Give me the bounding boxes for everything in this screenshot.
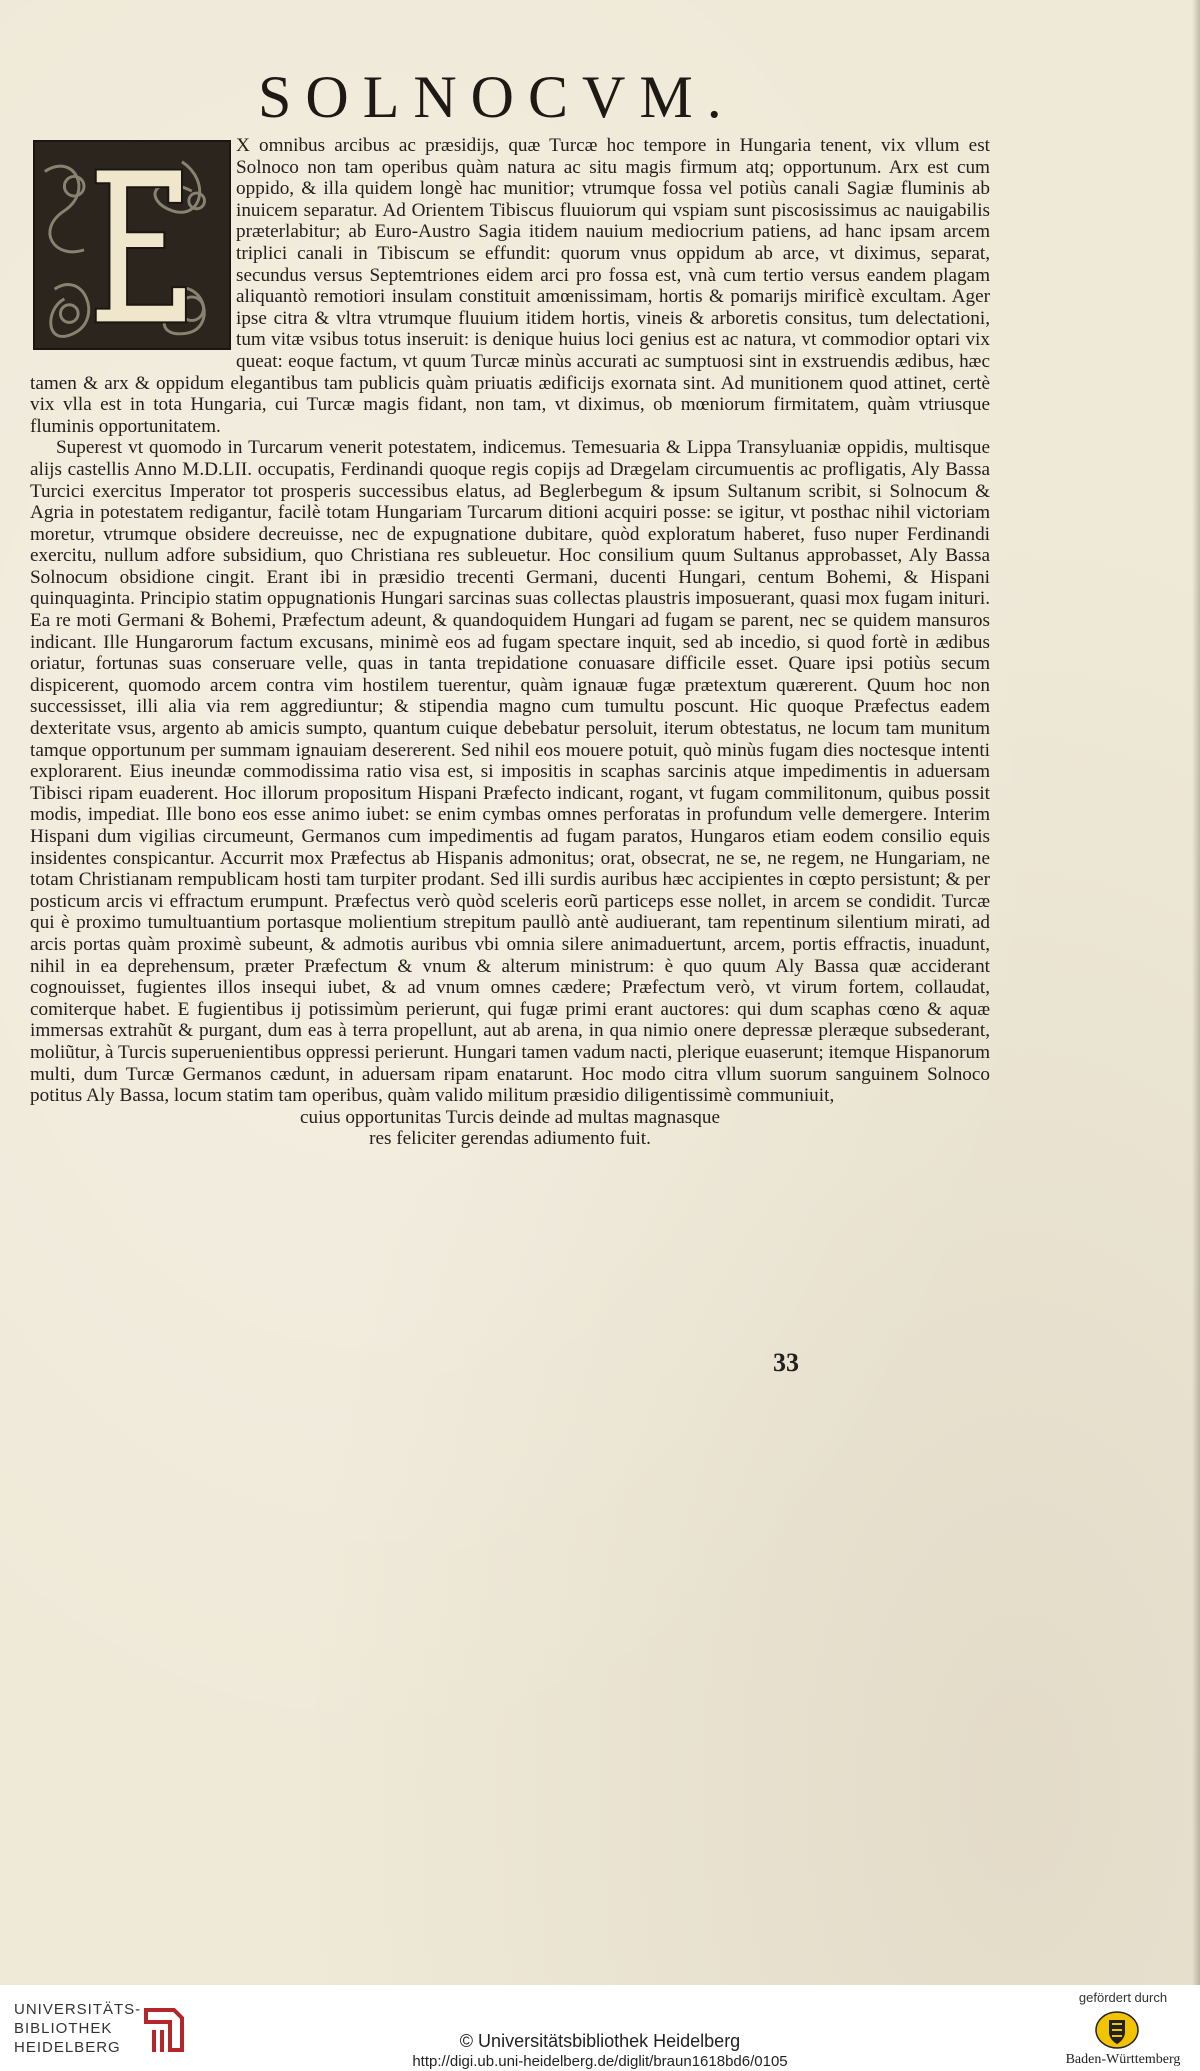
body-text (30, 135, 990, 1150)
page-title: SOLNOCVM. (258, 64, 736, 130)
copyright-notice: © Universitätsbibliothek Heidelberg (459, 2031, 741, 2051)
sponsor-label: gefördert durch (1078, 1990, 1168, 2005)
page-number: 33 (773, 1348, 799, 1377)
closing-lines (30, 1107, 990, 1150)
library-line-1: UNIVERSITÄTS- (14, 2001, 142, 2018)
baden-wuerttemberg-crest-icon (1094, 2010, 1140, 2050)
sponsor-name: Baden-Württemberg (1065, 2052, 1181, 2067)
closing-line-1: cuius opportunitas Turcis deinde ad multas magnasque (300, 1106, 720, 1128)
library-line-2: BIBLIOTHEK (14, 2020, 113, 2037)
page-edge-shadow (1192, 0, 1200, 1985)
paragraph-1: X omnibus arcibus ac præsidijs, quæ Turcæ hoc tempore in Hungaria tenent, vix vllum est Solnoco non tam operibus quàm natura ac situ magis firmum atq; opportunum. Arx est cum oppido, & illa quidem longè hac munitior; vtrumque fossa vel potiùs canali Sagiæ fluminis ab inuicem separatur. Ad Orientem Tibiscus fluuiorum qui vspiam sunt piscosissimus ac nauigabilis præterlabitur; ab Euro-Austro Sagia itidem nauium mediocrium patiens, ad hanc ipsam arcem triplici canali in Tibiscum se effundit: quorum vnus oppidum ab arce, vt diximus, separat, secundus versus Septemtriones eidem arci pro fossa est, vnà cum tertio versus eandem plagam aliquantò remotiori insulam constituit amœnissimam, hortis & pomarijs mirificè excultam. Ager ipse citra & vltra vtrumque fluuium itidem hortis, vineis & arboretis consitus, tum delectationi, tum vitæ vsibus totus inseruit: is denique huius loci genius est ac natura, vt commodior optari vix queat: eoque factum, vt quum Turcæ minùs accurati ac sumptuosi sint in exstruendis ædibus, hæc tamen & arx & oppidum elegantibus tam publicis quàm priuatis ædificijs exornata sint. Ad munitionem quod attinet, certè vix vlla est in tota Hungaria, cui Turcæ magis fidant, non tam, vt diximus, ob mœniorum firmitatem, quàm vtriusque fluminis opportunitatem. (30, 135, 990, 437)
initial-letter-text: E (35, 142, 36, 144)
library-line-3: HEIDELBERG (14, 2039, 121, 2056)
initial-spacer (30, 135, 236, 357)
permalink-url[interactable]: http://digi.ub.uni-heidelberg.de/diglit/braun1618bd6/0105 (412, 2053, 788, 2070)
closing-line-2: res feliciter gerendas adiumento fuit. (369, 1128, 651, 1150)
paragraph-2: Superest vt quomodo in Turcarum venerit potestatem, indicemus. Temesuaria & Lippa Transyluaniæ oppidis, multisque alijs castellis Anno M.D.LII. occupatis, Ferdinandi quoque regis copijs ad Drægelam circumuentis ac profligatis, Aly Bassa Turcici exercitus Imperator tot prosperis successibus elatus, ad Beglerbegum & ipsum Sultanum scribit, si Solnocum & Agria in potestatem redigantur, facilè totam Hungariam Turcarum ditioni acquiri posse: se igitur, vt posthac nihil victoriam moretur, vtrumque obsidere decreuisse, nec de expugnatione dubitare, quòd exploratum haberet, fuso nuper Ferdinandi exercitu, nullum adfore subsidium, quo Christiana res subleuetur. Hoc consilium quum Sultanus approbasset, Aly Bassa Solnocum obsidione cingit. Erant ibi in præsidio trecenti Germani, ducenti Hungari, centum Bohemi, & Hispani quinquaginta. Principio statim oppugnationis Hungari sarcinas suas collectas plaustris imposuerant, quasi mox fugam inituri. Ea re moti Germani & Bohemi, Præfectum adeunt, & quandoquidem Hungari ad fugam se parent, nec se quidem mansuros indicant. Ille Hungarorum factum excusans, minimè eos ad fugam spectare inquit, sed ab incedio, si quod fortè in ædibus oriatur, fortunas suas conseruare velle, quas in tanta trepidatione conuasare difficile esset. Quare ipsi potiùs secum dispicerent, quomodo arcem contra vim hostilem tuerentur, quàm ignauæ fugæ prætextum quærerent. Quum hoc non successisset, illi alia via rem aggrediuntur; & stipendia magno cum tumultu poscunt. Hic quoque Præfectus eadem dexteritate vsus, argento ab amicis sumpto, quantum cuique debebatur persoluit, iterum obtestatus, ne locum tam munitum tamque opportunum per summam ignauiam desererent. Sed nihil eos mouere potuit, quò minùs fugam dies noctesque intenti explorarent. Eius ineundæ commodissima ratio visa est, si impositis in scaphas sarcinis atque impedimentis in aduersam Tibisci ripam euaderent. Hoc illorum propositum Hispani Præfecto indicant, rogant, vt fugam commilitonum, quibus possit modis, impediat. Ille bono eos esse animo iubet: se enim cymbas omnes perforatas in profundum velle demergere. Interim Hispani dum vigilias circumeunt, Germanos cum impedimentis ad fugam paratos, Hungaros etiam eodem consilio equis insidentes conspicantur. Accurrit mox Præfectus ab Hispanis admonitus; orat, obsecrat, ne se, ne regem, ne Hungariam, ne totam Christianam rempublicam hosti tam turpiter prodant. Sed illi surdis auribus hæc accipientes in cœpto persistunt; & per posticum arcis vi effractum erumpunt. Præfectus verò quòd sceleris eorũ particeps esse nollet, in arcem se condidit. Turcæ qui è proximo tumultuantium portasque molientium strepitum paullò antè audiuerant, tam repentinum silentium mirati, ad arcis portas quàm proximè subeunt, & admotis auribus vbi omnia silere animaduertunt, arcem, portis effractis, inuadunt, nihil in ea deprehensum, præter Præfectum & vnum & alterum ministrum: è quo quum Aly Bassa quæ acciderant cognouisset, fugientes illos insequi iubet, & ad vnum omnes cædere; Præfectum verò, vt virum fortem, collaudat, comiterque habet. E fugientibus ij potissimùm perierunt, qui fugæ primi erant auctores: qui dum scaphas cœno & aquæ immersas extrahũt & purgant, dum eas à terra propellunt, aut ab arena, in qua nimio onere depressæ pleræque subsederant, moliũtur, à Turcis superuenientibus oppressi perierunt. Hungari tamen vadum nacti, plerique euaserunt; itemque Hispanorum multi, dum Turcæ Germanos cædunt, in aduersam ripam enatarunt. Hoc modo citra vllum suorum sanguinem Solnoco potitus Aly Bassa, locum statim tam operibus, quàm valido militum præsidio diligentissimè communiuit, (30, 437, 990, 1107)
